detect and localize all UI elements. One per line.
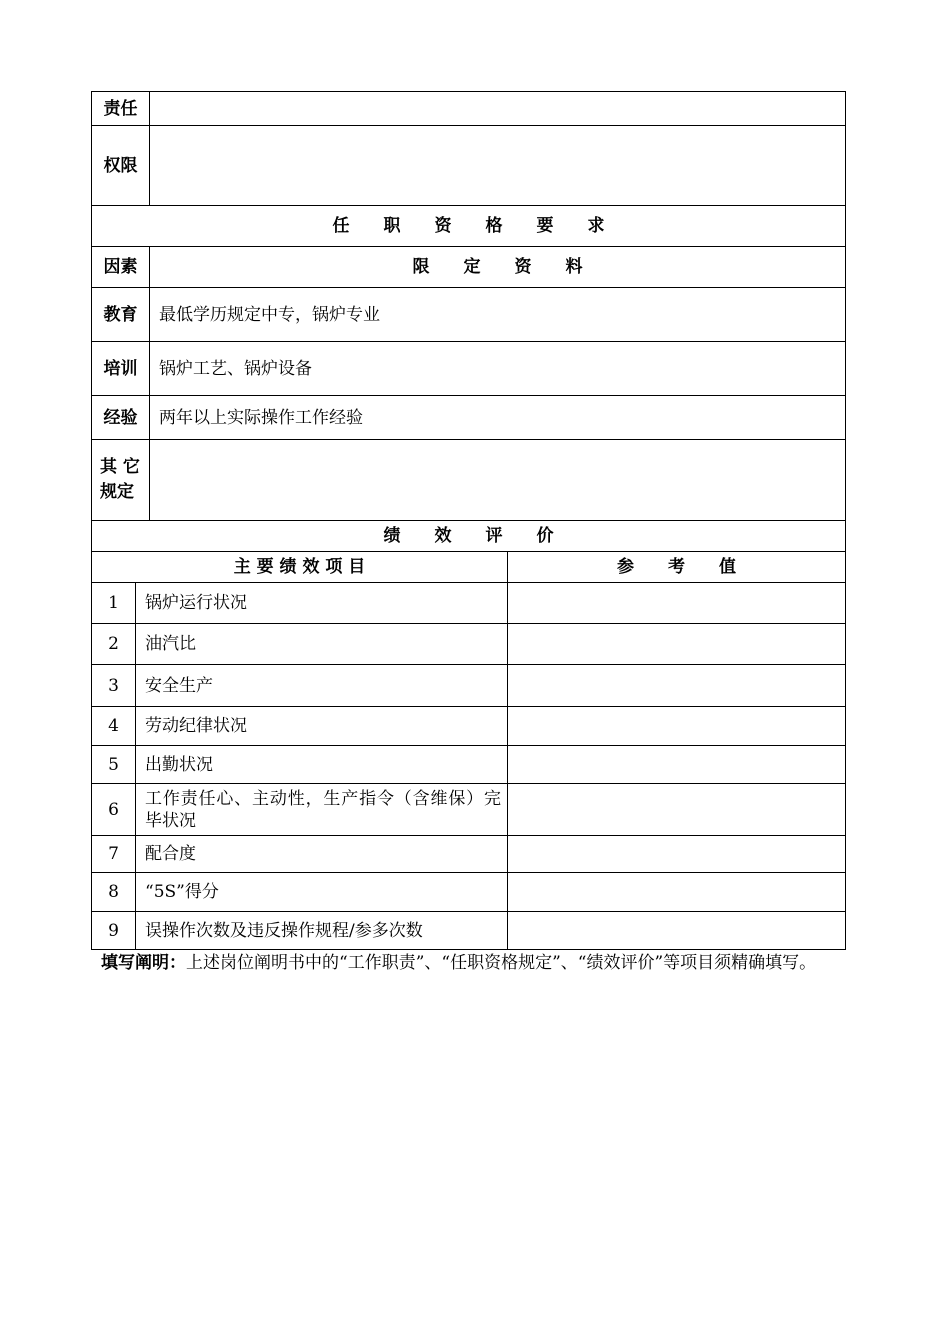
performance-row xyxy=(92,746,846,784)
performance-row-reference xyxy=(508,665,846,707)
qualifications-title-row xyxy=(92,206,846,247)
performance-row xyxy=(92,665,846,707)
qualification-row-experience xyxy=(92,396,846,440)
performance-row-number: 7 xyxy=(92,836,136,873)
qualifications-header-row xyxy=(92,247,846,288)
performance-title: 绩 效 评 价 xyxy=(92,521,846,552)
performance-row-reference xyxy=(508,707,846,746)
authority-row xyxy=(92,126,846,206)
performance-row xyxy=(92,912,846,950)
education-value: 最低学历规定中专，锅炉专业 xyxy=(150,288,846,342)
performance-row-item: “5S”得分 xyxy=(136,873,508,912)
performance-row-item: 安全生产 xyxy=(136,665,508,707)
performance-row-item: 出勤状况 xyxy=(136,746,508,784)
performance-row-item: 误操作次数及违反操作规程/参多次数 xyxy=(136,912,508,950)
qualification-row-training xyxy=(92,342,846,396)
performance-row-reference xyxy=(508,583,846,624)
experience-label: 经验 xyxy=(92,396,150,440)
performance-row-number: 3 xyxy=(92,665,136,707)
performance-row-item: 油汽比 xyxy=(136,624,508,665)
performance-reference-header: 参 考 值 xyxy=(508,552,846,583)
performance-row-reference xyxy=(508,784,846,836)
qualification-row-education xyxy=(92,288,846,342)
fill-instructions xyxy=(91,952,845,975)
factor-header: 因素 xyxy=(92,247,150,288)
performance-row xyxy=(92,624,846,665)
fill-instructions-text: 上述岗位阐明书中的“工作职责”、“任职资格规定”、“绩效评价”等项目须精确填写。 xyxy=(186,953,817,973)
performance-row-item: 劳动纪律状况 xyxy=(136,707,508,746)
performance-row xyxy=(92,784,846,836)
training-value: 锅炉工艺、锅炉设备 xyxy=(150,342,846,396)
performance-row-reference xyxy=(508,836,846,873)
performance-row-reference xyxy=(508,912,846,950)
responsibility-label: 责任 xyxy=(92,92,150,126)
qualification-row-other xyxy=(92,440,846,521)
training-label: 培训 xyxy=(92,342,150,396)
job-description-page xyxy=(91,91,845,975)
qualifications-title: 任 职 资 格 要 求 xyxy=(92,206,846,247)
fill-instructions-label: 填写阐明： xyxy=(101,953,186,973)
authority-label: 权限 xyxy=(92,126,150,206)
performance-row xyxy=(92,583,846,624)
performance-row-item: 锅炉运行状况 xyxy=(136,583,508,624)
performance-row xyxy=(92,836,846,873)
other-label xyxy=(92,440,150,521)
performance-items-header: 主 要 绩 效 项 目 xyxy=(92,552,508,583)
other-value xyxy=(150,440,846,521)
content-header: 限 定 资 料 xyxy=(150,247,846,288)
job-description-table xyxy=(91,91,846,950)
responsibility-row xyxy=(92,92,846,126)
authority-value xyxy=(150,126,846,206)
performance-row-number: 4 xyxy=(92,707,136,746)
performance-row-reference xyxy=(508,746,846,784)
performance-row-reference xyxy=(508,873,846,912)
other-label-line1: 其 它 xyxy=(100,457,140,477)
performance-row-item: 配合度 xyxy=(136,836,508,873)
performance-title-row xyxy=(92,521,846,552)
performance-row-number: 1 xyxy=(92,583,136,624)
performance-row-number: 5 xyxy=(92,746,136,784)
performance-row-number: 8 xyxy=(92,873,136,912)
other-label-line2: 规定 xyxy=(100,482,134,502)
responsibility-value xyxy=(150,92,846,126)
performance-row-number: 9 xyxy=(92,912,136,950)
education-label: 教育 xyxy=(92,288,150,342)
performance-row-number: 6 xyxy=(92,784,136,836)
performance-row xyxy=(92,873,846,912)
performance-row xyxy=(92,707,846,746)
performance-row-item: 工作责任心、主动性，生产指令（含维保）完毕状况 xyxy=(136,784,508,836)
performance-header-row xyxy=(92,552,846,583)
experience-value: 两年以上实际操作工作经验 xyxy=(150,396,846,440)
performance-row-reference xyxy=(508,624,846,665)
performance-row-number: 2 xyxy=(92,624,136,665)
